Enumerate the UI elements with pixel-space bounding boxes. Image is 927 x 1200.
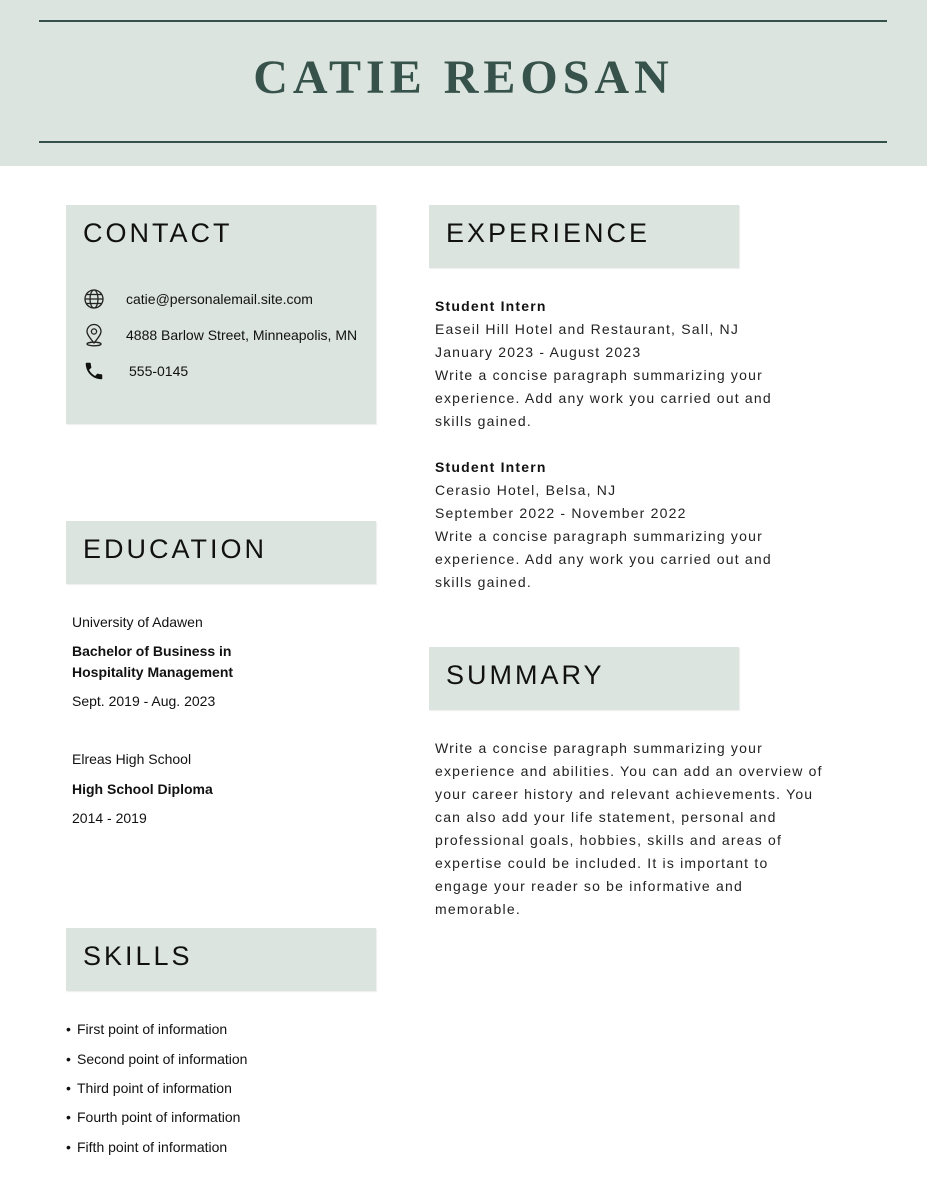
edu-dates-2: 2014 - 2019 bbox=[72, 810, 147, 826]
skill-item bbox=[66, 1139, 227, 1155]
summary-line: professional goals, hobbies, skills and areas of bbox=[435, 832, 783, 848]
skill-text-3: Third point of information bbox=[77, 1080, 232, 1096]
exp-desc-1-line3: skills gained. bbox=[435, 413, 532, 429]
header-top-rule bbox=[39, 20, 887, 22]
skill-item bbox=[66, 1080, 232, 1096]
contact-phone-row bbox=[82, 359, 189, 383]
skill-item bbox=[66, 1021, 227, 1037]
bullet-icon: • bbox=[66, 1080, 71, 1096]
summary-line: engage your reader so be informative and bbox=[435, 878, 743, 894]
globe-icon bbox=[82, 287, 106, 311]
phone-icon bbox=[82, 359, 106, 383]
summary-line: can also add your life statement, personal and bbox=[435, 809, 777, 825]
location-pin-icon bbox=[82, 323, 106, 347]
exp-dates-1: January 2023 - August 2023 bbox=[435, 344, 642, 360]
bullet-icon: • bbox=[66, 1139, 71, 1155]
summary-line: experience and abilities. You can add an overview of bbox=[435, 763, 823, 779]
summary-line: expertise could be included. It is important to bbox=[435, 855, 769, 871]
bullet-icon: • bbox=[66, 1021, 71, 1037]
contact-address: 4888 Barlow Street, Minneapolis, MN bbox=[126, 327, 358, 343]
exp-company-1: Easeil Hill Hotel and Restaurant, Sall, NJ bbox=[435, 321, 740, 337]
summary-line: your career history and relevant achievements. You bbox=[435, 786, 814, 802]
edu-degree-2: High School Diploma bbox=[72, 781, 213, 797]
edu-dates-1: Sept. 2019 - Aug. 2023 bbox=[72, 693, 216, 709]
exp-desc-2-line2: experience. Add any work you carried out and bbox=[435, 551, 772, 567]
exp-role-2: Student Intern bbox=[435, 459, 547, 475]
exp-role-1: Student Intern bbox=[435, 298, 547, 314]
edu-school-2: Elreas High School bbox=[72, 751, 192, 767]
exp-desc-1-line2: experience. Add any work you carried out and bbox=[435, 390, 772, 406]
skill-text-1: First point of information bbox=[77, 1021, 228, 1037]
skill-text-5: Fifth point of information bbox=[77, 1139, 228, 1155]
edu-degree-1-line1: Bachelor of Business in bbox=[72, 643, 232, 659]
exp-desc-1-line1: Write a concise paragraph summarizing your bbox=[435, 367, 763, 383]
summary-paragraph bbox=[435, 737, 845, 921]
experience-entry-1 bbox=[435, 295, 772, 433]
contact-email[interactable]: catie@personalemail.site.com bbox=[126, 291, 313, 307]
experience-title: EXPERIENCE bbox=[446, 218, 651, 248]
skill-item bbox=[66, 1109, 240, 1125]
name-heading: CATIE REOSAN bbox=[253, 51, 674, 104]
exp-company-2: Cerasio Hotel, Belsa, NJ bbox=[435, 482, 617, 498]
contact-email-row bbox=[82, 287, 313, 311]
edu-degree-1-line2: Hospitality Management bbox=[72, 664, 234, 680]
skill-item bbox=[66, 1051, 247, 1067]
skill-text-4: Fourth point of information bbox=[77, 1109, 241, 1125]
exp-desc-2-line3: skills gained. bbox=[435, 574, 532, 590]
education-title: EDUCATION bbox=[83, 534, 268, 564]
summary-line: memorable. bbox=[435, 901, 521, 917]
edu-school-1: University of Adawen bbox=[72, 614, 203, 630]
summary-line: Write a concise paragraph summarizing your bbox=[435, 740, 763, 756]
edu-degree-1 bbox=[72, 641, 233, 683]
exp-dates-2: September 2022 - November 2022 bbox=[435, 505, 687, 521]
contact-phone: 555-0145 bbox=[129, 363, 189, 379]
contact-title: CONTACT bbox=[83, 218, 233, 248]
contact-address-row bbox=[82, 323, 358, 347]
bullet-icon: • bbox=[66, 1109, 71, 1125]
bullet-icon: • bbox=[66, 1051, 71, 1067]
summary-title: SUMMARY bbox=[446, 660, 605, 690]
exp-desc-2-line1: Write a concise paragraph summarizing your bbox=[435, 528, 763, 544]
skill-text-2: Second point of information bbox=[77, 1051, 248, 1067]
skills-title: SKILLS bbox=[83, 941, 193, 971]
experience-entry-2 bbox=[435, 456, 772, 594]
header-bottom-rule bbox=[39, 141, 887, 143]
